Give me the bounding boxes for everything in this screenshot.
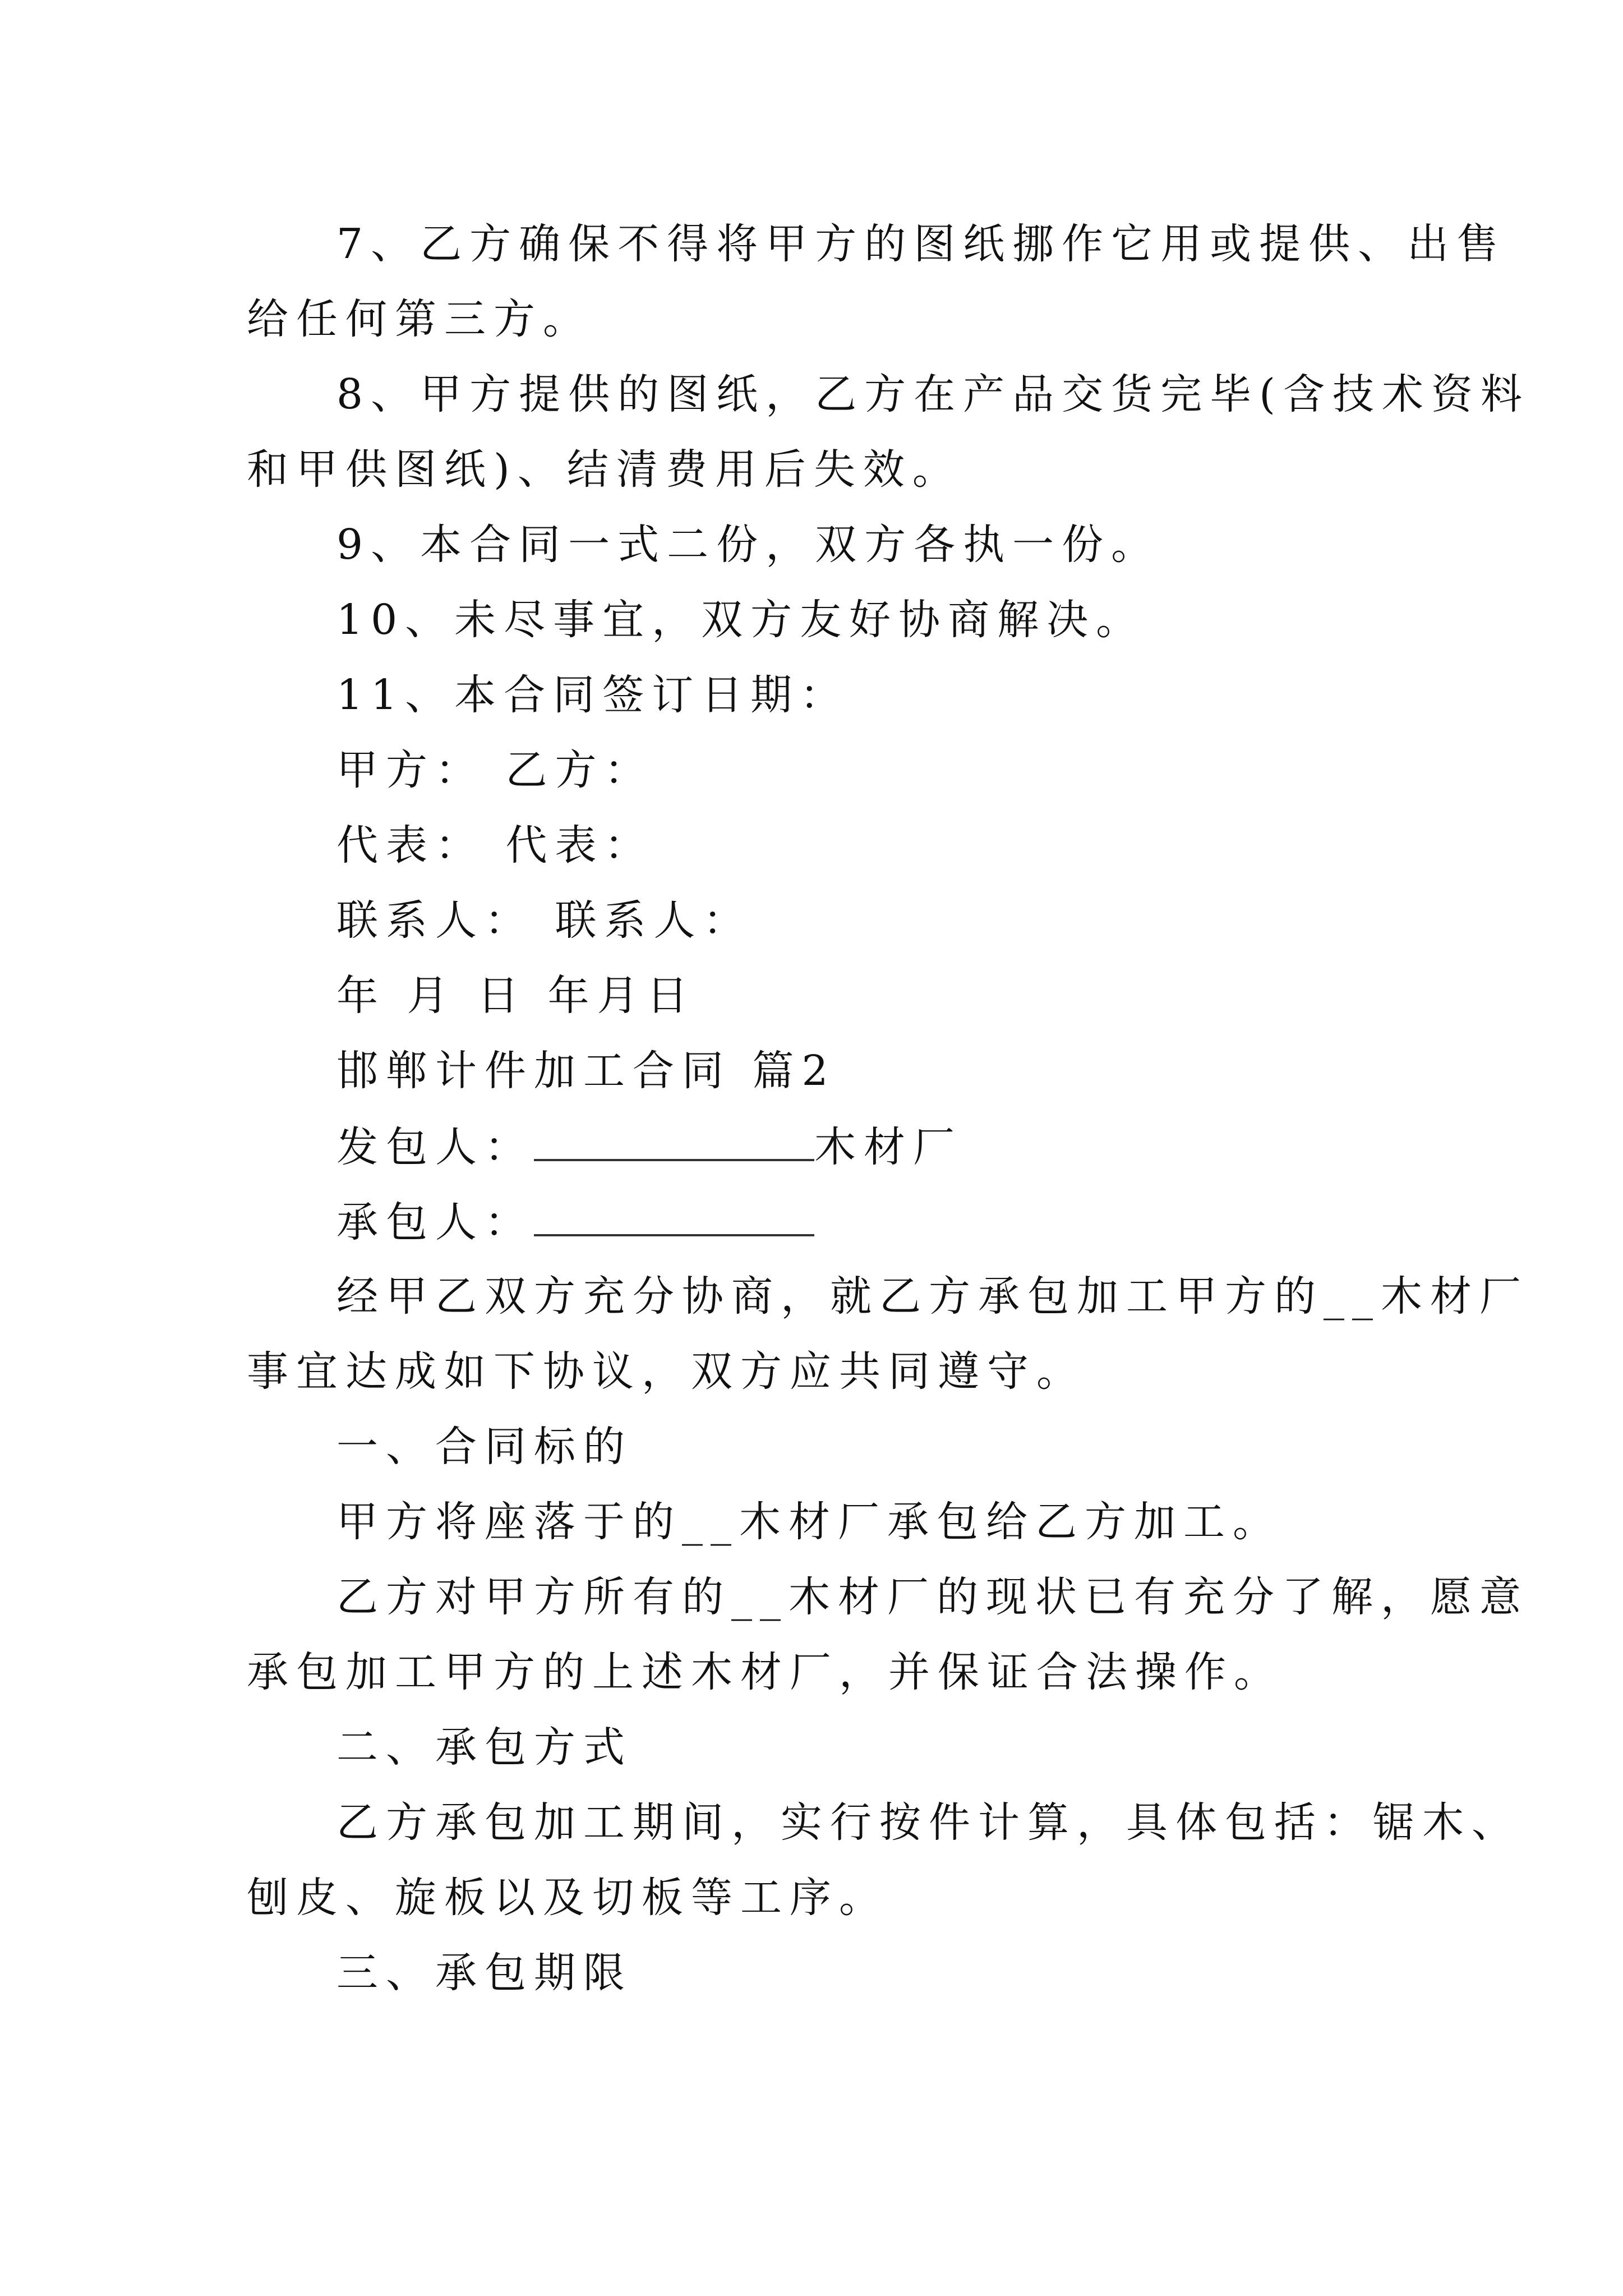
section-1-para-1: 甲方将座落于的__木材厂承包给乙方加工。 bbox=[336, 1498, 1282, 1546]
clause-8-line-2: 和甲供图纸)、结清费用后失效。 bbox=[247, 445, 962, 494]
intro-line-2: 事宜达成如下协议，双方应共同遵守。 bbox=[247, 1347, 1086, 1396]
section-2-para-line-2: 刨皮、旋板以及切板等工序。 bbox=[247, 1874, 888, 1922]
clause-7-line-1: 7、乙方确保不得将甲方的图纸挪作它用或提供、出售 bbox=[336, 220, 1506, 268]
clause-11: 11、本合同签订日期： bbox=[336, 671, 850, 719]
section-2-heading: 二、承包方式 bbox=[336, 1723, 633, 1772]
signature-party-line: 甲方： 乙方： bbox=[336, 746, 654, 794]
clause-8-line-1: 8、甲方提供的图纸，乙方在产品交货完毕(含技术资料 bbox=[336, 370, 1530, 418]
intro-line-1: 经甲乙双方充分协商，就乙方承包加工甲方的__木材厂 bbox=[336, 1272, 1529, 1320]
contract-2-title: 邯郸计件加工合同 篇2 bbox=[336, 1047, 836, 1095]
section-2-para-line-1: 乙方承包加工期间，实行按件计算，具体包括：锯木、 bbox=[336, 1798, 1521, 1847]
section-1-para-2-line-1: 乙方对甲方所有的__木材厂的现状已有充分了解，愿意 bbox=[336, 1573, 1529, 1621]
employer-label: 发包人： bbox=[336, 1123, 534, 1171]
employer-line bbox=[336, 1123, 962, 1171]
section-3-heading: 三、承包期限 bbox=[336, 1949, 633, 1997]
employer-blank bbox=[534, 1125, 814, 1161]
signature-representative-line: 代表： 代表： bbox=[336, 821, 654, 869]
employer-suffix: 木材厂 bbox=[814, 1123, 962, 1171]
contractor-label: 承包人： bbox=[336, 1198, 534, 1246]
signature-contact-line: 联系人： 联系人： bbox=[336, 896, 753, 945]
section-1-para-2-line-2: 承包加工甲方的上述木材厂，并保证合法操作。 bbox=[247, 1648, 1283, 1696]
clause-9: 9、本合同一式二份，双方各执一份。 bbox=[336, 521, 1161, 569]
clause-7-line-2: 给任何第三方。 bbox=[247, 295, 592, 343]
section-1-heading: 一、合同标的 bbox=[336, 1423, 633, 1471]
contractor-blank bbox=[534, 1200, 814, 1236]
clause-10: 10、未尽事宜，双方友好协商解决。 bbox=[336, 596, 1146, 644]
signature-date-line: 年 月 日 年月日 bbox=[336, 972, 696, 1020]
contractor-line bbox=[336, 1198, 814, 1246]
